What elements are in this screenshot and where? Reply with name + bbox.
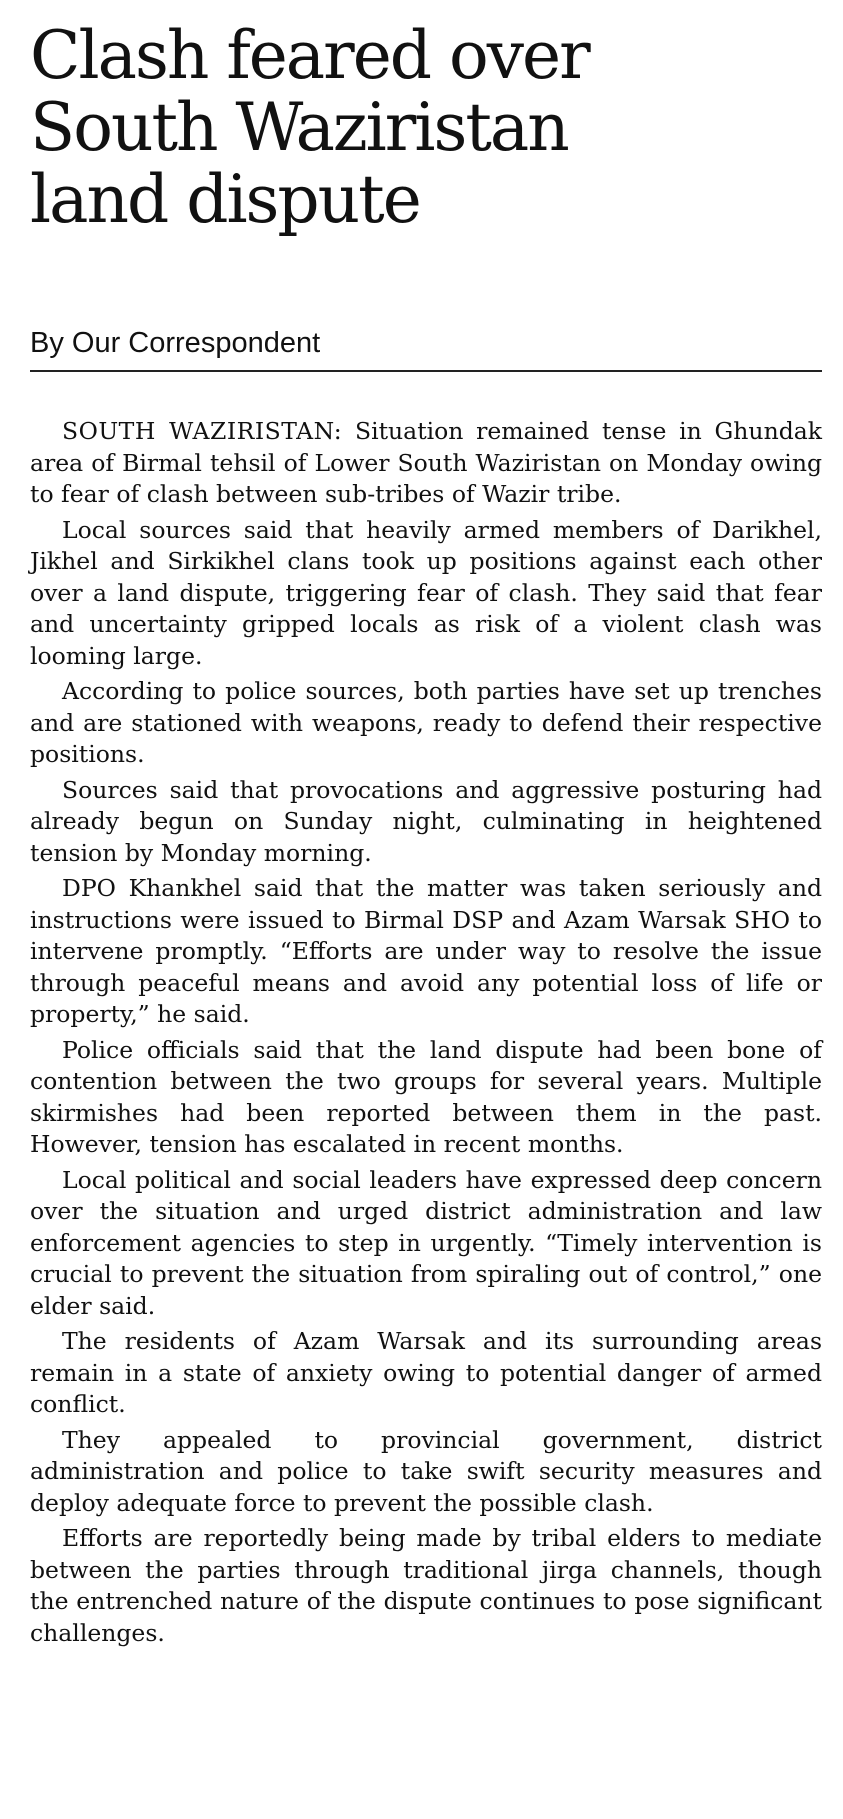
paragraph: Efforts are reportedly being made by tribal elders to mediate between the parties through traditional jirga channels, though the entrenched nature of the dispute continues to pose significant challenges.: [30, 1524, 822, 1647]
paragraph: Local political and social leaders have expressed deep concern over the situation and urged district administration and law enforcement agencies to step in urgently. “Timely intervention is crucial to prevent the situation from spiraling out of control,” one elder said.: [30, 1165, 822, 1320]
article-body: [30, 416, 822, 1649]
byline: By Our Correspondent: [30, 326, 822, 372]
headline-line: Clash feared over: [30, 17, 589, 94]
paragraph-text: Situation remained tense in Ghundak area of Birmal tehsil of Lower South Waziristan on Monday owing to fear of clash between sub-tribes of Wazir tribe.: [30, 417, 822, 508]
headline: [30, 0, 822, 236]
paragraph: DPO Khankhel said that the matter was taken seriously and instructions were issued to Birmal DSP and Azam Warsak SHO to intervene promptly. “Efforts are under way to resolve the issue through peaceful means and avoid any potential loss of life or property,” he said.: [30, 874, 822, 1028]
paragraph: Local sources said that heavily armed members of Darikhel, Jikhel and Sirkikhel clans took up positions against each other over a land dispute, triggering fear of clash. They said that fear and uncertainty gripped locals as risk of a violent clash was looming large.: [30, 515, 822, 670]
headline-line: South Waziristan: [30, 89, 568, 166]
paragraph: Police officials said that the land dispute had been bone of contention between the two groups for several years. Multiple skirmishes had been reported between them in the past. However, tension has escalated in recent months.: [30, 1035, 822, 1158]
news-article: [30, 0, 822, 1653]
dateline: SOUTH WAZIRISTAN:: [62, 417, 343, 445]
paragraph: According to police sources, both parties have set up trenches and are stationed with weapons, ready to defend their respective positions.: [30, 677, 822, 768]
headline-line: land dispute: [30, 161, 420, 238]
paragraph: The residents of Azam Warsak and its surrounding areas remain in a state of anxiety owing to potential danger of armed conflict.: [30, 1327, 822, 1418]
paragraph: They appealed to provincial government, district administration and police to take swift security measures and deploy adequate force to prevent the possible clash.: [30, 1425, 822, 1517]
paragraph: [30, 416, 822, 511]
paragraph: Sources said that provocations and aggressive posturing had already begun on Sunday night, culminating in heightened tension by Monday morning.: [30, 775, 822, 867]
